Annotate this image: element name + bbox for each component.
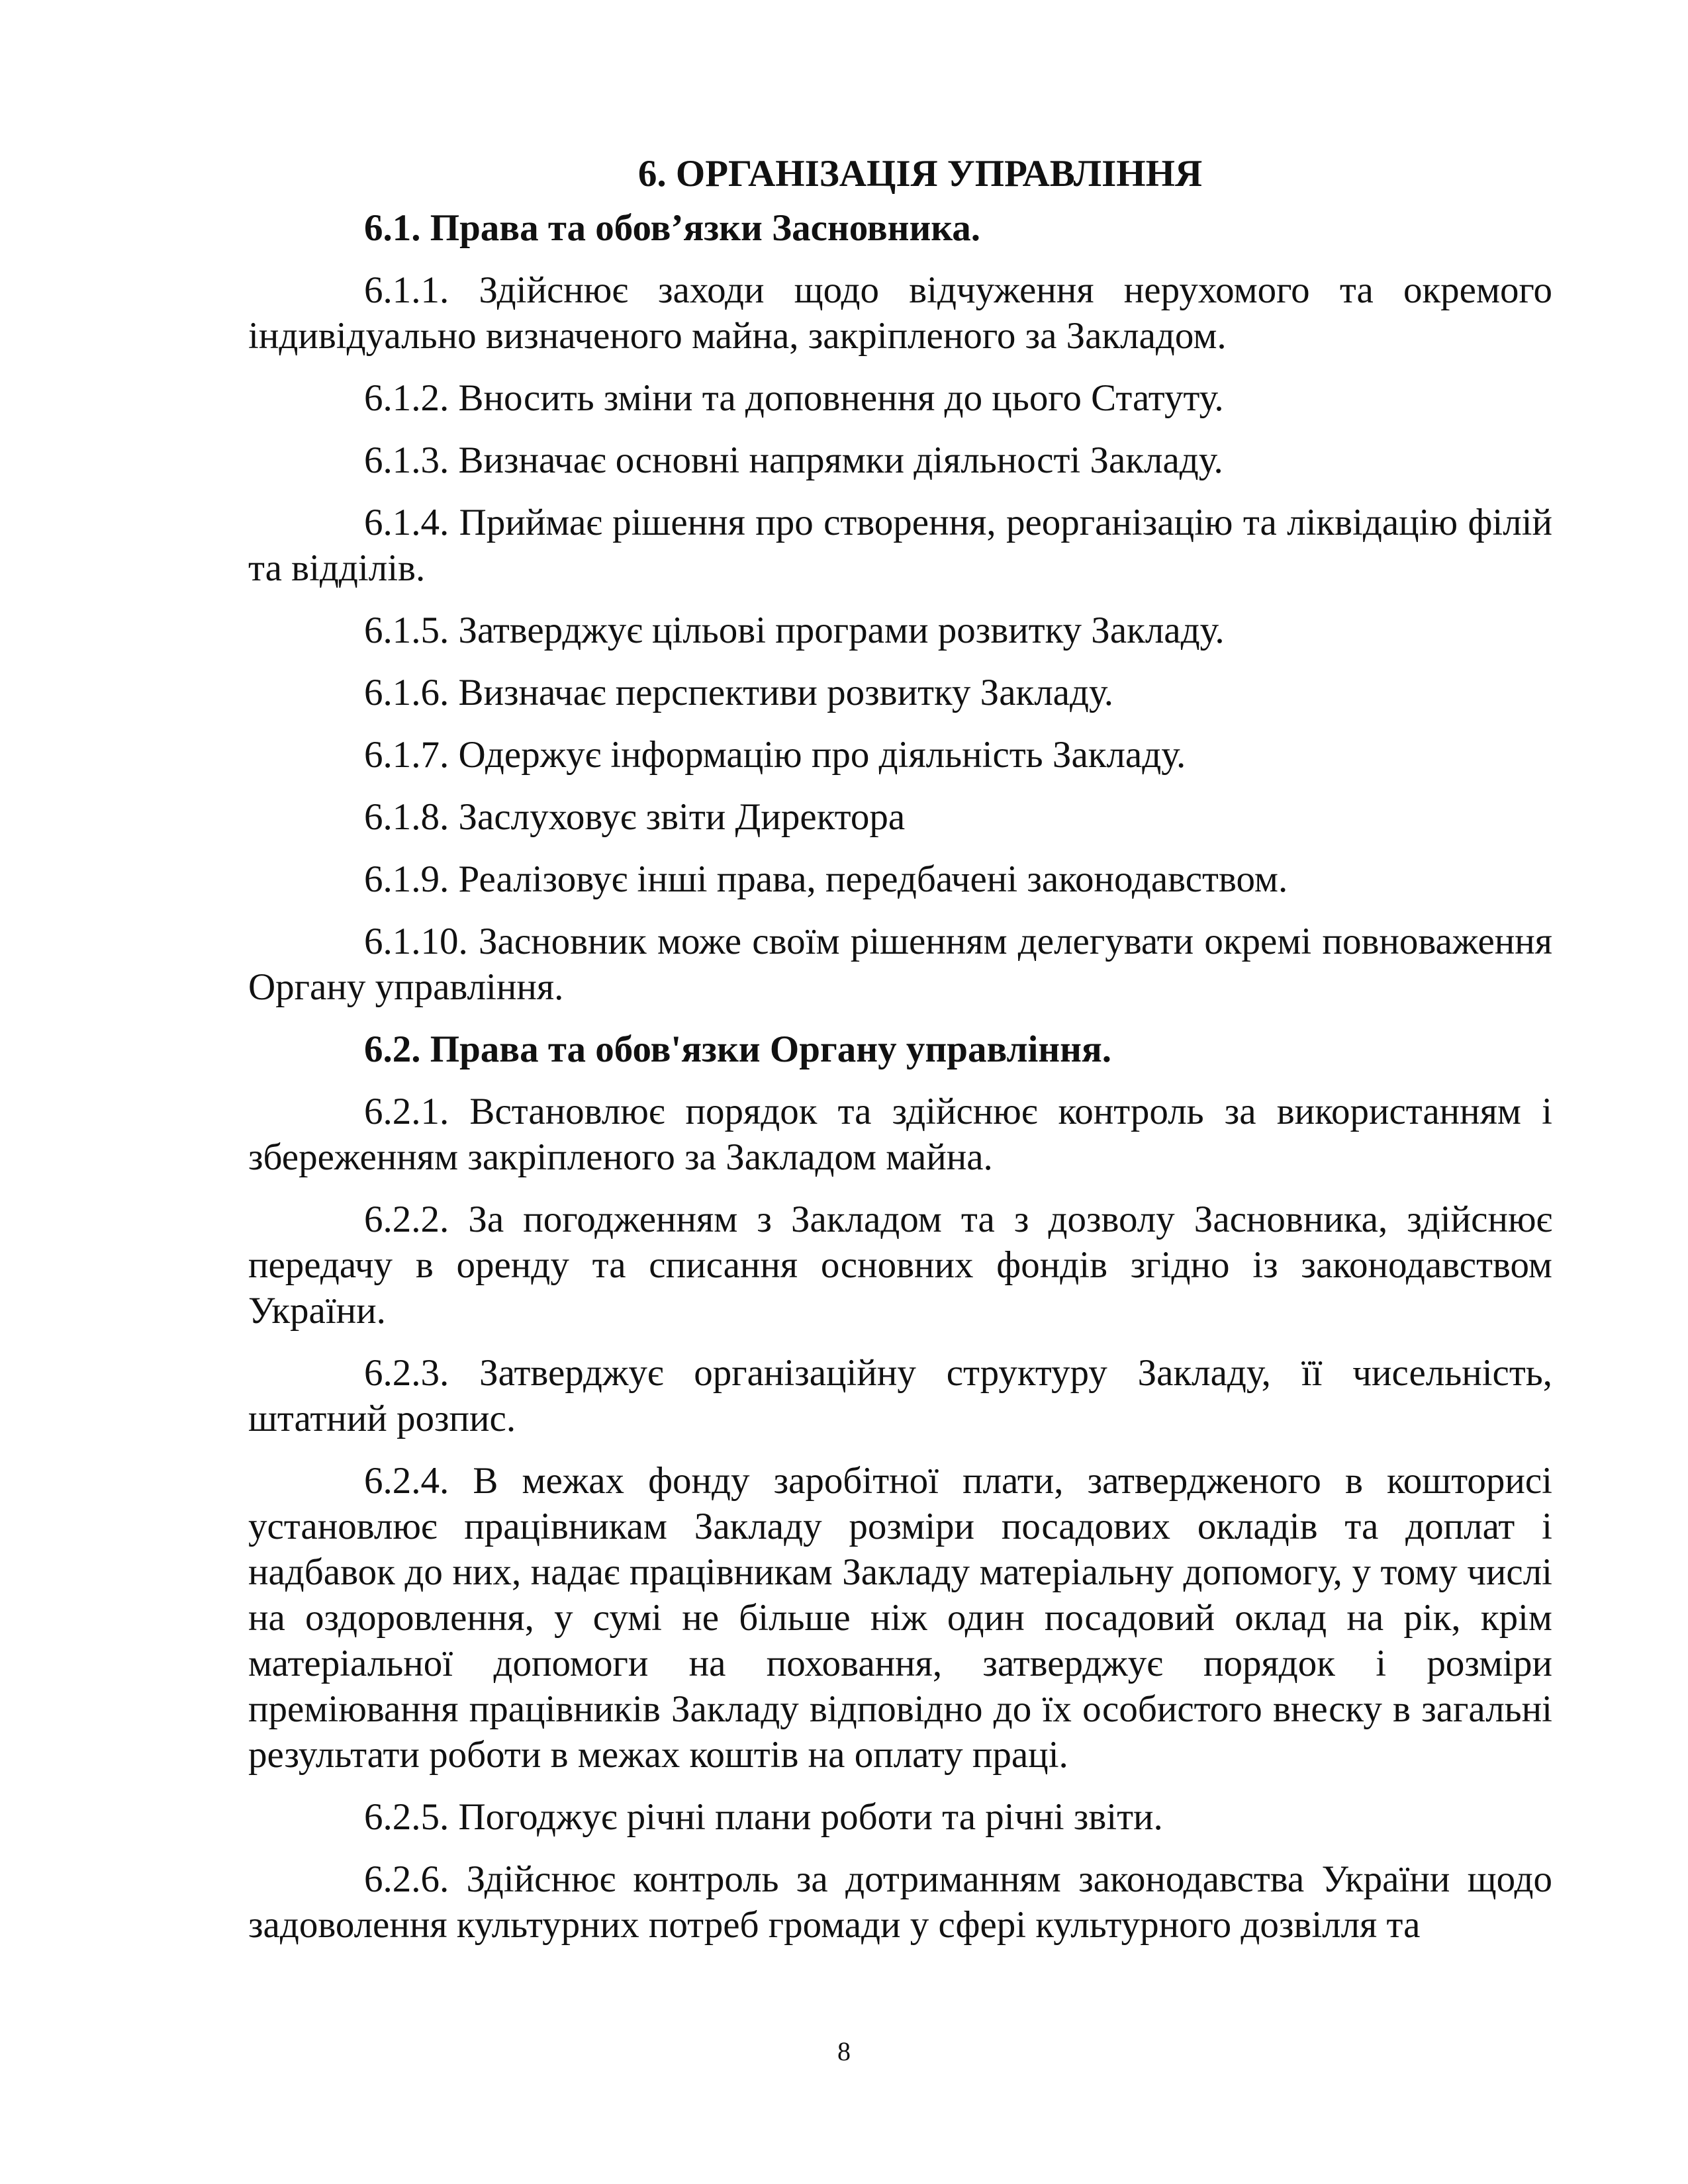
paragraph-6-1-1: 6.1.1. Здійснює заходи щодо відчуження нерухомого та окремого індивідуально визначеного майна, закріпленого за Закладом.	[248, 269, 1552, 357]
paragraph-6-1-2: 6.1.2. Вносить зміни та доповнення до цього Статуту.	[364, 377, 1224, 419]
section-title: 6. ОРГАНІЗАЦІЯ УПРАВЛІННЯ	[637, 153, 1203, 195]
page-content	[248, 150, 1552, 1964]
paragraph-6-1-6: 6.1.6. Визначає перспективи розвитку Закладу.	[364, 672, 1113, 713]
paragraph-6-2-1: 6.2.1. Встановлює порядок та здійснює контроль за використанням і збереженням закріпленого за Закладом майна.	[248, 1091, 1552, 1178]
paragraph-6-1-8: 6.1.8. Заслуховує звіти Директора	[364, 796, 906, 838]
paragraph-6-1-4: 6.1.4. Приймає рішення про створення, реорганізацію та ліквідацію філій та відділів.	[248, 502, 1552, 589]
page-number: 8	[837, 2036, 851, 2066]
paragraph-6-1-5: 6.1.5. Затверджує цільові програми розвитку Закладу.	[364, 610, 1225, 651]
paragraph-6-1-7: 6.1.7. Одержує інформацію про діяльність Закладу.	[364, 734, 1186, 776]
paragraph-6-2-4: 6.2.4. В межах фонду заробітної плати, затвердженого в кошторисі установлює працівникам Закладу розміри посадових окладів та доплат і надбавок до них, надає працівникам Закладу матеріальну допомогу, у тому числі на оздоровлення, у сумі не більше ніж один посадовий оклад на рік, крім матеріальної допомоги на поховання, затверджує порядок і розміри преміювання працівників Закладу відповідно до їх особистого внеску в загальні результати роботи в межах коштів на оплату праці.	[248, 1460, 1552, 1776]
subsection-heading-6-1: 6.1. Права та обов’язки Засновника.	[364, 207, 981, 249]
paragraph-6-2-3: 6.2.3. Затверджує організаційну структуру Закладу, її чисельність, штатний розпис.	[248, 1352, 1552, 1439]
paragraph-6-1-9: 6.1.9. Реалізовує інші права, передбачені законодавством.	[364, 858, 1288, 900]
paragraph-6-1-10: 6.1.10. Засновник може своїм рішенням делегувати окремі повноваження Органу управління.	[248, 921, 1552, 1008]
paragraph-6-2-5: 6.2.5. Погоджує річні плани роботи та річні звіти.	[364, 1796, 1163, 1838]
subsection-heading-6-2: 6.2. Права та обов'язки Органу управління.	[364, 1028, 1112, 1070]
paragraph-6-2-6: 6.2.6. Здійснює контроль за дотриманням законодавства України щодо задоволення культурних потреб громади у сфері культурного дозвілля та	[248, 1858, 1552, 1946]
paragraph-6-1-3: 6.1.3. Визначає основні напрямки діяльності Закладу.	[364, 439, 1223, 481]
paragraph-6-2-2: 6.2.2. За погодженням з Закладом та з дозволу Засновника, здійснює передачу в оренду та списання основних фондів згідно із законодавством України.	[248, 1199, 1552, 1332]
